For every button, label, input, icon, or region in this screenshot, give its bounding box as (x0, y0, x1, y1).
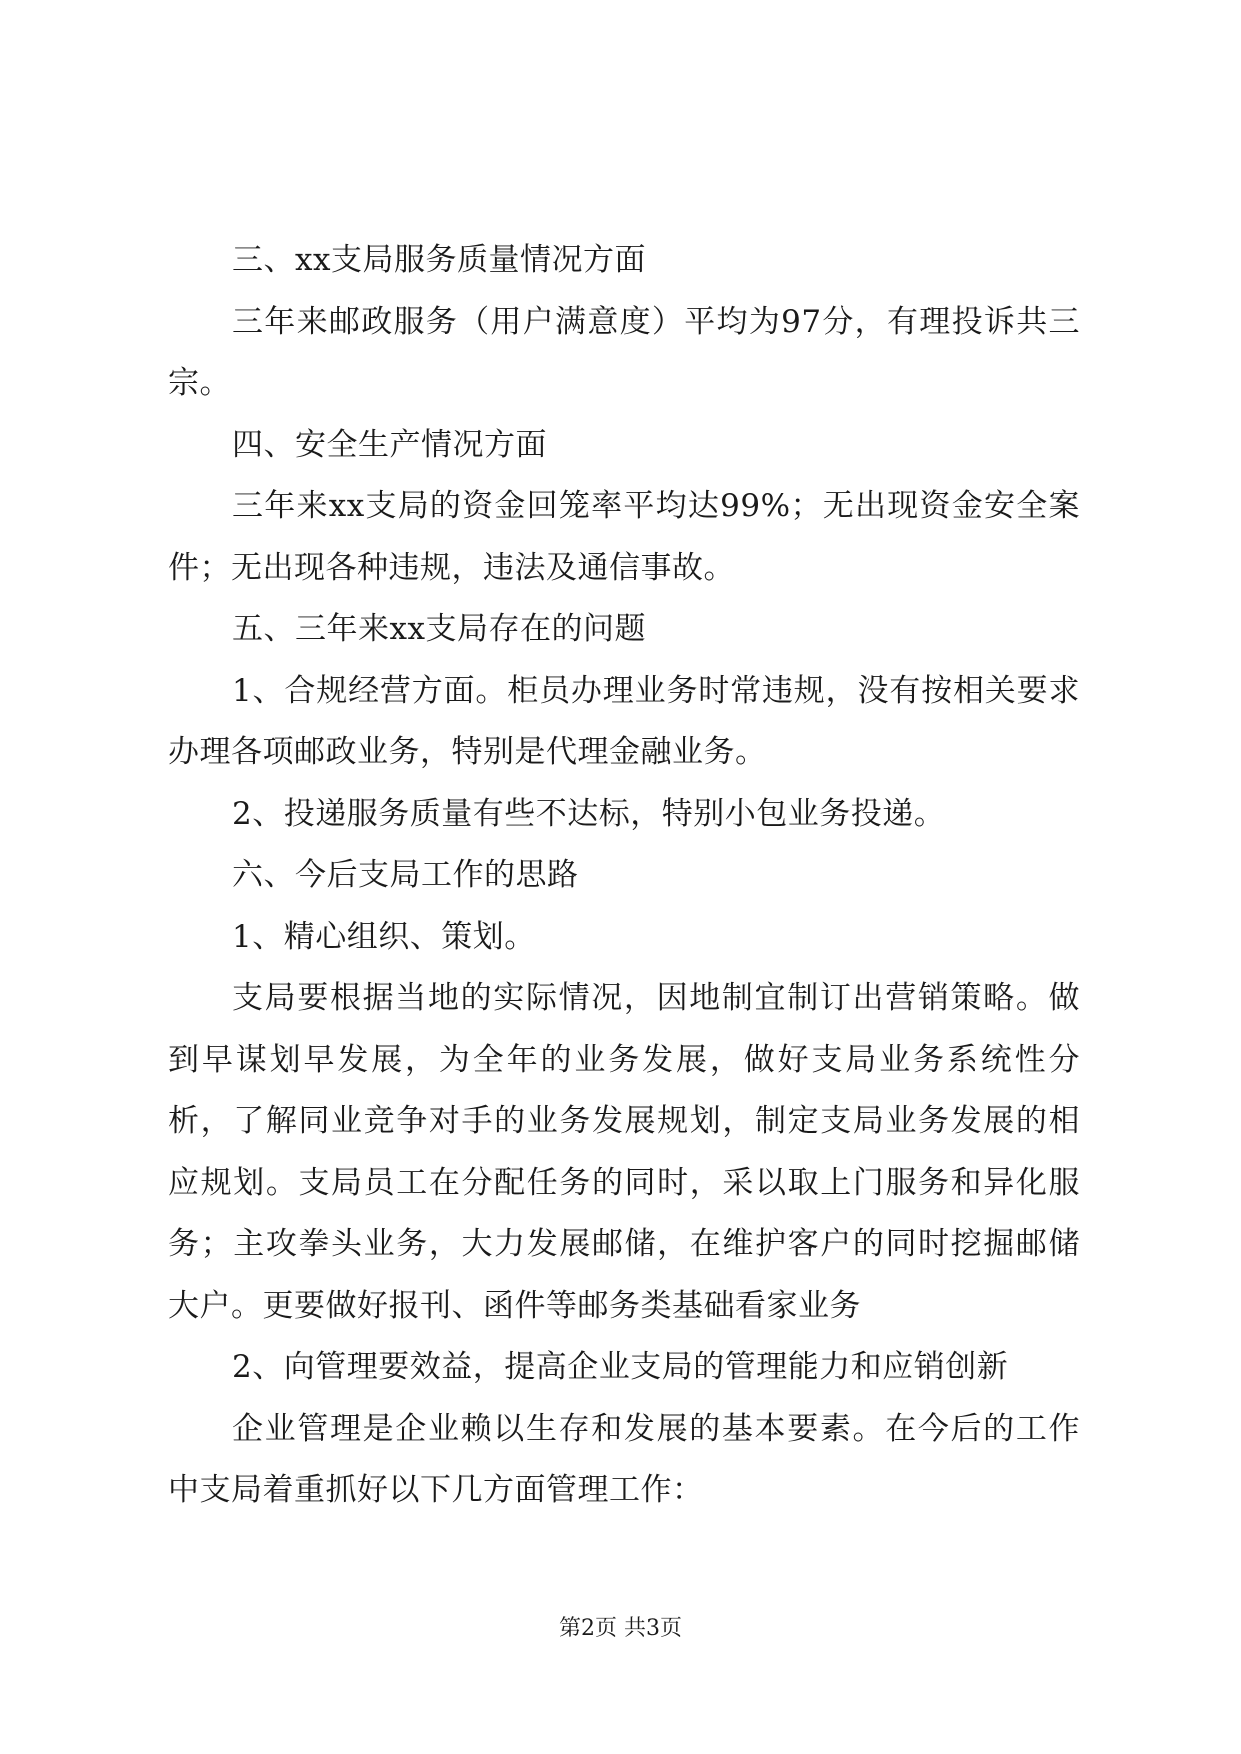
paragraph-enterprise-management: 企业管理是企业赖以生存和发展的基本要素。在今后的工作中支局着重抓好以下几方面管理工作： (168, 1410, 1080, 1508)
section-heading-problems: 五、三年来xx支局存在的问题 (232, 611, 646, 647)
section-heading-service-quality: 三、xx支局服务质量情况方面 (232, 242, 646, 278)
section-heading-future-work: 六、今后支局工作的思路 (232, 857, 579, 893)
paragraph-fund-recovery: 三年来xx支局的资金回笼率平均达99%；无出现资金安全案件；无出现各种违规，违法及通信事故。 (168, 488, 1080, 586)
section-heading-safety: 四、安全生产情况方面 (232, 426, 547, 463)
paragraph-marketing-strategy: 支局要根据当地的实际情况，因地制宜制订出营销策略。做到早谋划早发展，为全年的业务发展，做好支局业务系统性分析，了解同业竞争对手的业务发展规划，制定支局业务发展的相应规划。支局员工在分配任务的同时，采以取上门服务和异化服务；主攻拳头业务，大力发展邮储，在维护客户的同时挖掘邮储大户。更要做好报刊、函件等邮务类基础看家业务 (168, 980, 1080, 1324)
paragraph-compliance: 1、合规经营方面。柜员办理业务时常违规，没有按相关要求办理各项邮政业务，特别是代理金融业务。 (168, 672, 1080, 770)
paragraph-organize-plan: 1、精心组织、策划。 (232, 918, 536, 955)
paragraph-delivery-quality: 2、投递服务质量有些不达标，特别小包业务投递。 (232, 795, 946, 832)
page-number-footer: 第2页 共3页 (559, 1616, 682, 1641)
document-body (168, 230, 1080, 1522)
paragraph-service-satisfaction: 三年来邮政服务（用户满意度）平均为97分，有理投诉共三宗。 (168, 303, 1080, 401)
paragraph-management-benefit: 2、向管理要效益，提高企业支局的管理能力和应销创新 (232, 1349, 1009, 1385)
